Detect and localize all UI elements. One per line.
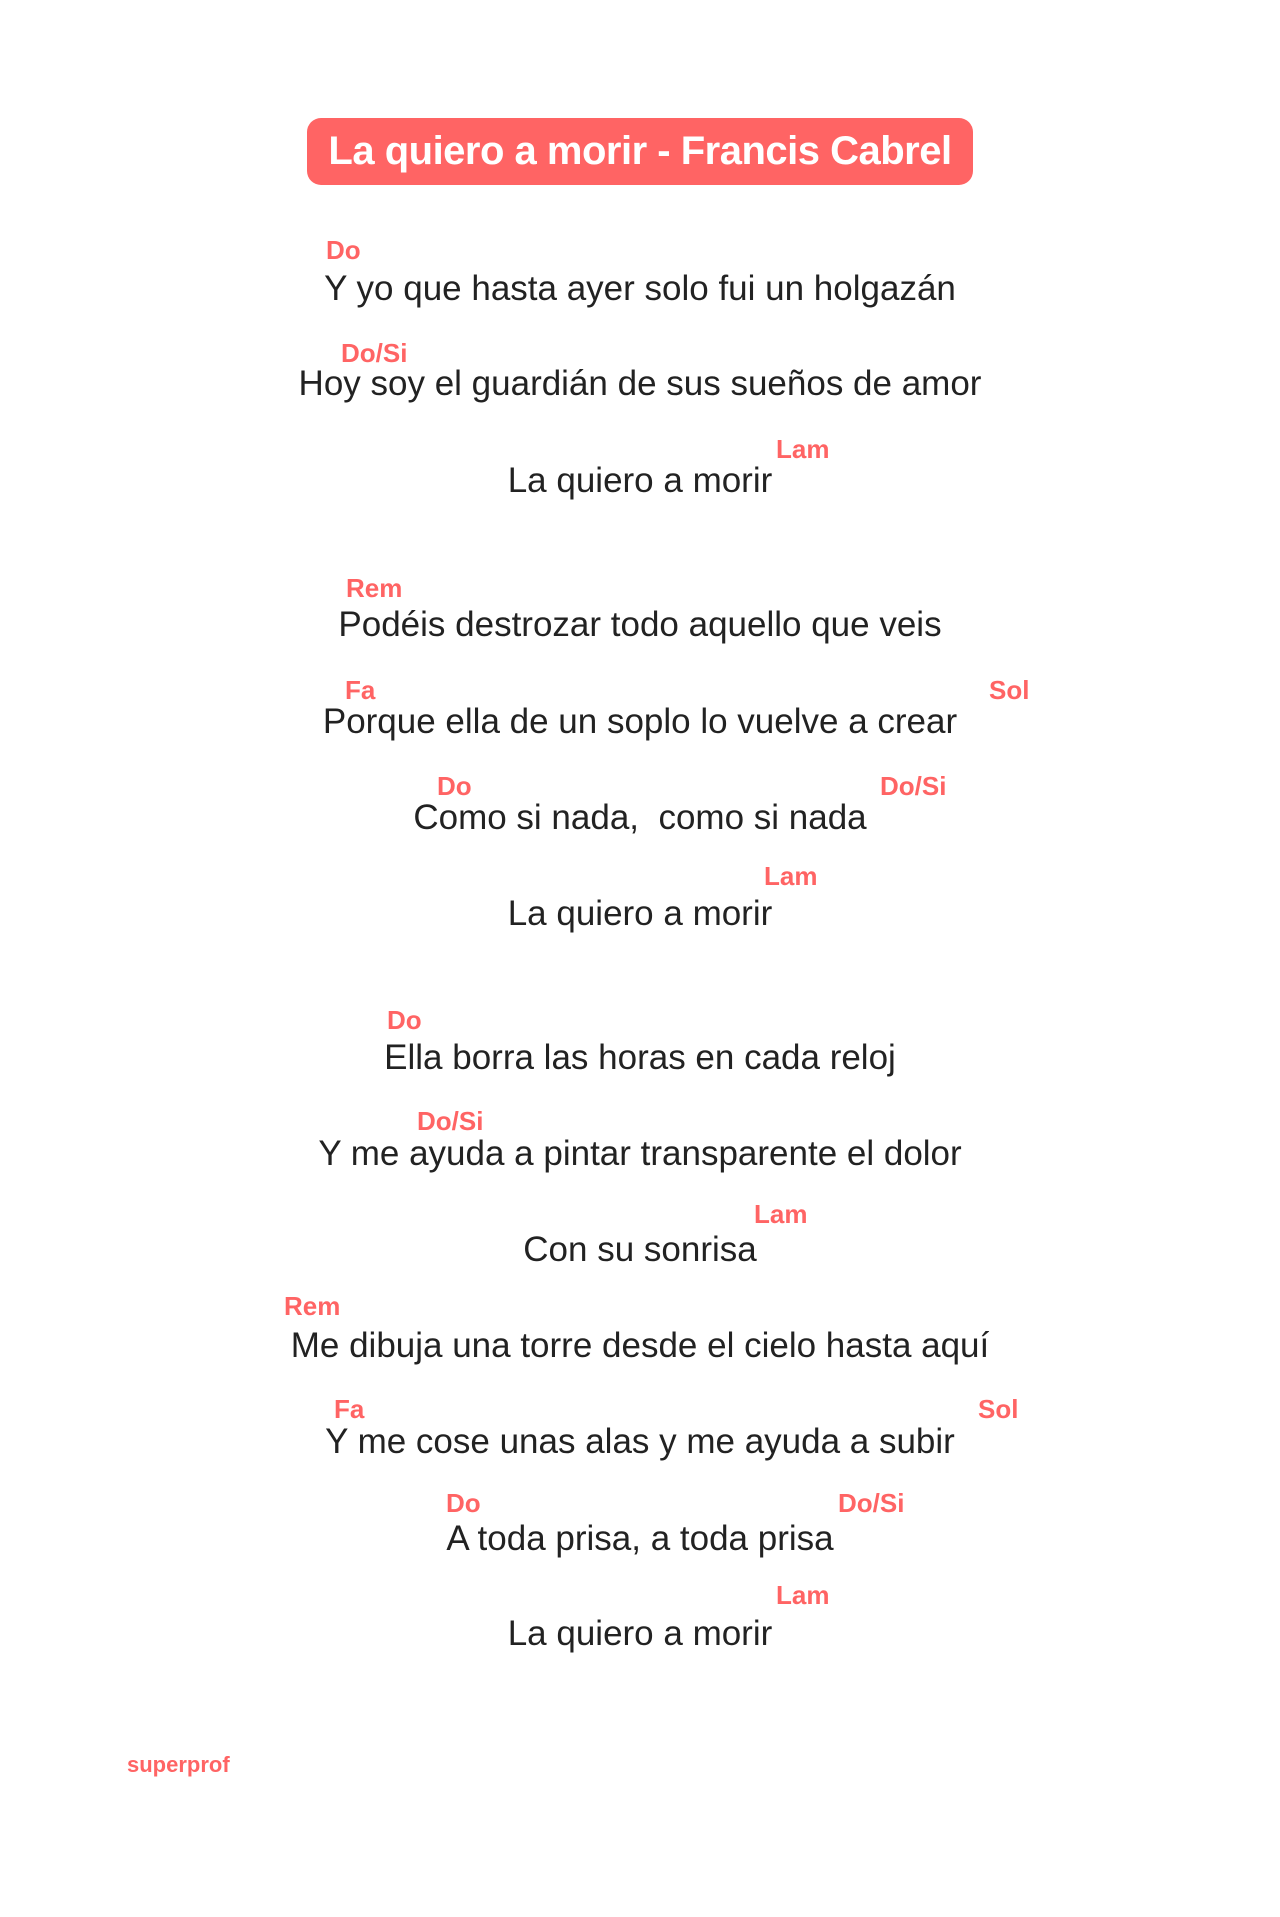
lyric-line: La quiero a morir <box>507 461 773 500</box>
lyric-line: Ella borra las horas en cada reloj <box>384 1038 896 1077</box>
chord: Do/Si <box>341 338 408 368</box>
chord: Sol <box>989 675 1030 705</box>
chord: Do <box>437 771 472 801</box>
chord: Do <box>387 1005 422 1035</box>
lyric-line: Como si nada, como si nada <box>413 798 867 837</box>
lyric-line: Podéis destrozar todo aquello que veis <box>338 605 942 644</box>
lyric-line: Con su sonrisa <box>523 1230 757 1269</box>
chord: Fa <box>345 675 376 705</box>
chord: Lam <box>776 1580 830 1610</box>
chord: Rem <box>346 573 403 603</box>
chord: Do <box>446 1488 481 1518</box>
chord: Sol <box>978 1394 1019 1424</box>
chord: Fa <box>334 1394 365 1424</box>
song-title: La quiero a morir - Francis Cabrel <box>307 118 973 185</box>
lyric-line: Porque ella de un soplo lo vuelve a crear <box>322 702 958 741</box>
chord: Rem <box>284 1291 341 1321</box>
lyric-line: Y me ayuda a pintar transparente el dolor <box>318 1134 962 1173</box>
superprof-logo: superprof <box>127 1752 230 1777</box>
lyric-line: Y yo que hasta ayer solo fui un holgazán <box>324 269 956 308</box>
chord: Do/Si <box>417 1106 484 1136</box>
chord: Do/Si <box>838 1488 905 1518</box>
chord: Lam <box>764 861 818 891</box>
chord: Do <box>326 235 361 265</box>
lyric-line: Hoy soy el guardián de sus sueños de amor <box>298 364 982 403</box>
lyric-line: Me dibuja una torre desde el cielo hasta aquí <box>290 1326 990 1365</box>
lyric-line: La quiero a morir <box>507 894 773 933</box>
chord: Lam <box>754 1199 808 1229</box>
lyric-line: La quiero a morir <box>507 1614 773 1653</box>
lyric-line: A toda prisa, a toda prisa <box>446 1519 834 1558</box>
lyric-line: Y me cose unas alas y me ayuda a subir <box>325 1422 955 1461</box>
chord: Lam <box>776 434 830 464</box>
chord: Do/Si <box>880 771 947 801</box>
